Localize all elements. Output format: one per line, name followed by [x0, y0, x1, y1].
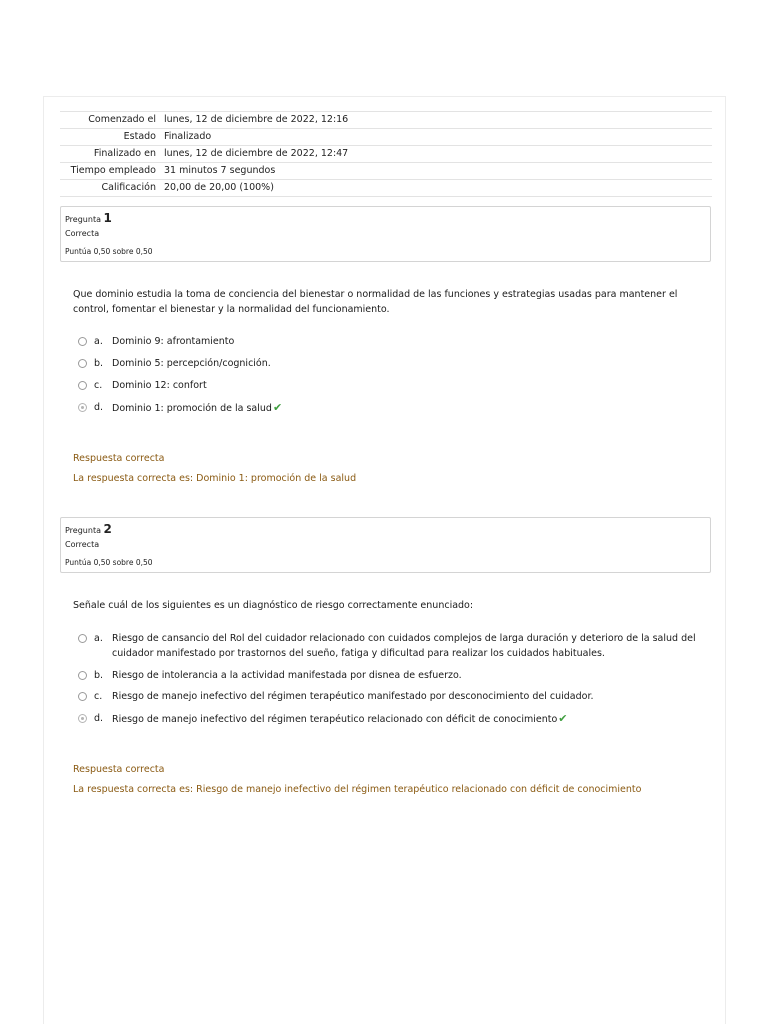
option-text: Riesgo de manejo inefectivo del régimen terapéutico relacionado con déficit de conocimiento: [112, 714, 558, 725]
correct-answer-text: La respuesta correcta es: Dominio 1: promoción de la salud: [73, 473, 357, 484]
check-icon: ✔: [272, 401, 283, 414]
radio-button-checked[interactable]: [78, 714, 87, 723]
radio-button[interactable]: [78, 381, 87, 390]
radio-button[interactable]: [78, 692, 87, 701]
question-text: Que dominio estudia la toma de conciencia del bienestar o normalidad de las funciones y estrategias usadas para mantener el control, fomentar el bienestar y la normalidad del funcionamiento.: [73, 289, 678, 315]
question-prefix: Pregunta: [65, 215, 101, 224]
option-letter: c.: [94, 380, 103, 391]
question-grade: Puntúa 0,50 sobre 0,50: [65, 558, 153, 567]
summary-label: Comenzado el: [88, 114, 156, 125]
question-prefix: Pregunta: [65, 526, 101, 535]
question-grade: Puntúa 0,50 sobre 0,50: [65, 247, 153, 256]
question-state: Correcta: [65, 540, 100, 549]
radio-button[interactable]: [78, 634, 87, 643]
summary-row-grade: [60, 180, 712, 197]
summary-label: Calificación: [101, 182, 156, 193]
summary-value: lunes, 12 de diciembre de 2022, 12:16: [164, 114, 349, 125]
quiz-review-page: [43, 96, 726, 1024]
feedback-title: Respuesta correcta: [73, 764, 165, 775]
option-text-wrap: [112, 400, 702, 416]
option-letter: a.: [94, 336, 103, 347]
option-text: Riesgo de manejo inefectivo del régimen terapéutico manifestado por desconocimiento del cuidador.: [112, 691, 594, 702]
summary-row-started: [60, 112, 712, 129]
option-text: Riesgo de intolerancia a la actividad manifestada por disnea de esfuerzo.: [112, 670, 462, 681]
summary-value: Finalizado: [164, 131, 212, 142]
question-number: [65, 211, 112, 225]
option-letter: a.: [94, 633, 103, 644]
question-info-box: [60, 206, 711, 262]
radio-button-checked[interactable]: [78, 403, 87, 412]
option-letter: d.: [94, 402, 104, 413]
summary-label: Tiempo empleado: [70, 165, 156, 176]
radio-button[interactable]: [78, 337, 87, 346]
option-letter: b.: [94, 358, 104, 369]
option-text: Riesgo de cansancio del Rol del cuidador relacionado con cuidados complejos de larga duración y deterioro de la salud del cuidador manifestado por trastornos del sueño, fatiga y dificultad para realizar los cuidados habituales.: [112, 633, 696, 659]
option-text-wrap: [112, 711, 702, 727]
check-icon: ✔: [558, 712, 568, 725]
summary-label: Estado: [123, 131, 156, 142]
question-state: Correcta: [65, 229, 100, 238]
correct-answer-text: La respuesta correcta es: Riesgo de manejo inefectivo del régimen terapéutico relacionado con déficit de conocimiento: [73, 784, 642, 795]
question-number-value: 1: [103, 211, 112, 225]
summary-value: lunes, 12 de diciembre de 2022, 12:47: [164, 148, 349, 159]
summary-row-time-taken: [60, 163, 712, 180]
attempt-summary-table: [60, 111, 712, 197]
radio-button[interactable]: [78, 671, 87, 680]
option-text: Dominio 1: promoción de la salud: [112, 403, 272, 414]
question-text: Señale cuál de los siguientes es un diagnóstico de riesgo correctamente enunciado:: [73, 600, 474, 611]
summary-label: Finalizado en: [93, 148, 156, 159]
question-number-value: 2: [103, 522, 112, 536]
option-text: Dominio 12: confort: [112, 380, 207, 391]
question-number: [65, 522, 112, 536]
summary-value: 31 minutos 7 segundos: [164, 165, 276, 176]
option-letter: c.: [94, 691, 103, 702]
option-text: Dominio 9: afrontamiento: [112, 336, 235, 347]
option-letter: d.: [94, 713, 104, 724]
summary-value: 20,00 de 20,00 (100%): [164, 182, 274, 193]
summary-row-finished: [60, 146, 712, 163]
question-info-box: [60, 517, 711, 573]
option-text: Dominio 5: percepción/cognición.: [112, 358, 271, 369]
radio-button[interactable]: [78, 359, 87, 368]
summary-row-state: [60, 129, 712, 146]
option-letter: b.: [94, 670, 104, 681]
feedback-title: Respuesta correcta: [73, 453, 165, 464]
